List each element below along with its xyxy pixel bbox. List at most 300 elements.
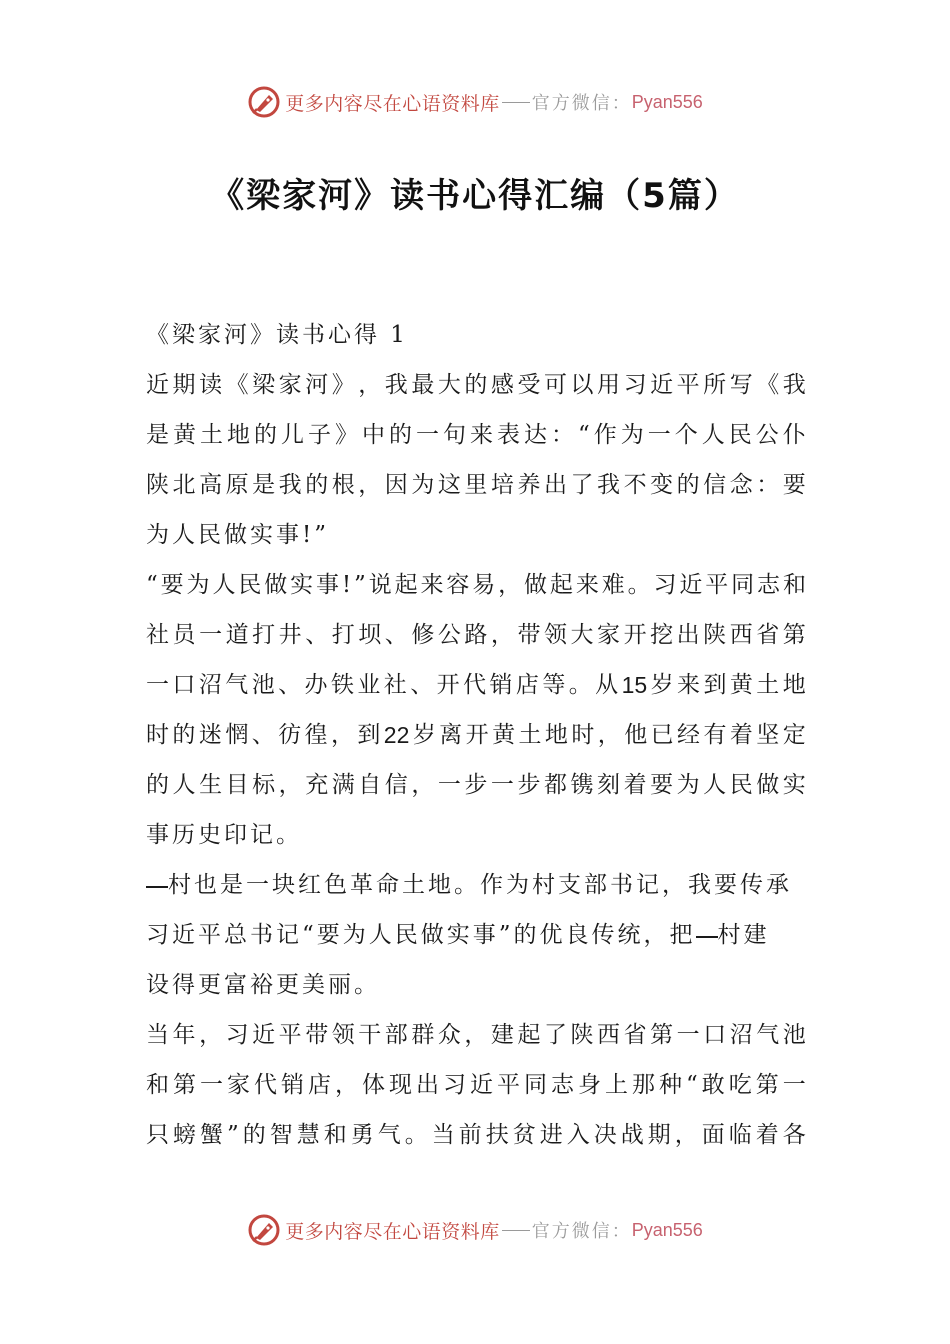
glyph: 岁 [412,722,436,748]
text-line [146,360,806,410]
glyph: 读 [199,372,223,398]
glyph: 》 [335,422,358,448]
glyph: 现 [389,1072,412,1098]
glyph: 说 [368,572,392,598]
glyph: 达 [524,422,547,448]
glyph: 建 [490,1022,514,1048]
glyph: 、 [278,672,302,698]
glyph: 扶 [485,1122,509,1148]
text-line [146,1010,806,1060]
glyph: 刻 [597,772,621,798]
header-watermark [0,82,950,122]
glyph: 智 [269,1122,293,1148]
glyph: 代 [254,1072,277,1098]
glyph: 易 [472,572,496,598]
glyph: ， [358,372,382,398]
glyph: 可 [543,372,567,398]
glyph: 第 [173,1072,196,1098]
fill-in-blank [146,860,168,888]
glyph: 出 [416,1072,439,1098]
header-wechat-id: Pyan556 [631,91,703,112]
glyph: 销 [281,1072,304,1098]
glyph: 道 [225,622,249,648]
glyph: 《 [756,372,780,398]
glyph: 蟹 [200,1122,223,1148]
glyph: 进 [539,1122,563,1148]
glyph: 习 [225,1022,249,1048]
glyph: 众 [437,1022,461,1048]
glyph: 北 [172,472,196,498]
glyph: 到 [703,672,727,698]
glyph: 一 [647,422,671,448]
glyph: 社 [383,672,407,698]
glyph: 地 [544,722,568,748]
glyph: 儿 [281,422,304,448]
glyph: ” [227,1122,239,1148]
glyph: 我 [278,472,302,498]
glyph: 西 [729,622,753,648]
glyph: 的 [172,722,196,748]
glyph: 的 [676,472,700,498]
glyph: 等 [542,672,566,698]
glyph: 第 [650,1022,674,1048]
glyph: 以 [570,372,594,398]
glyph: 到 [357,722,381,748]
glyph: 我 [597,472,621,498]
glyph: 领 [331,1022,355,1048]
glyph: 土 [756,672,780,698]
glyph: ” [354,572,366,598]
glyph: 经 [677,722,701,748]
glyph: 黄 [173,422,196,448]
glyph: 的 [305,472,329,498]
text-line [146,760,806,810]
glyph: 带 [305,1022,329,1048]
glyph: 省 [756,622,780,648]
header-brand-text: 更多内容尽在心语资料库 [285,92,500,115]
glyph: 着 [729,722,753,748]
glyph: 气 [225,672,249,698]
glyph: ， [464,1022,488,1048]
glyph: 要 [782,472,806,498]
glyph: 惘 [225,722,249,748]
glyph: 满 [331,772,355,798]
text-segment: 习近平总书记“要为人民做实事”的优良传统，把 [146,922,696,948]
glyph: 群 [411,1022,435,1048]
glyph: 一 [437,772,461,798]
glyph: 地 [782,672,806,698]
glyph: 培 [490,472,514,498]
glyph: 从 [595,672,619,698]
glyph: 带 [517,622,541,648]
glyph: 这 [437,472,461,498]
glyph: 家 [227,1072,250,1098]
glyph: ! [341,572,352,598]
glyph: 离 [439,722,463,748]
glyph: 黄 [492,722,516,748]
glyph: “ [686,1072,698,1098]
glyph: 因 [384,472,408,498]
glyph: 来 [470,422,493,448]
glyph: 根 [331,472,355,498]
glyph: 都 [543,772,567,798]
glyph: 写 [729,372,753,398]
glyph: 个 [674,422,698,448]
paragraph-1 [146,360,806,560]
glyph: 标 [252,772,276,798]
glyph: 身 [578,1072,601,1098]
glyph: 为 [676,772,700,798]
glyph: ， [490,622,514,648]
glyph: 里 [464,472,488,498]
glyph: 变 [650,472,674,498]
glyph: 体 [362,1072,385,1098]
footer-watermark [0,1210,950,1250]
pen-nib-logo-icon [247,1213,281,1247]
glyph: ， [674,1122,698,1148]
glyph: 坝 [358,622,382,648]
glyph: 。 [627,572,651,598]
glyph: 念 [729,472,753,498]
glyph: 镌 [570,772,594,798]
glyph: 仆 [782,422,806,448]
glyph: 中 [362,422,385,448]
glyph: 出 [543,472,567,498]
glyph: 15 [621,672,648,698]
glyph: 和 [146,1072,169,1098]
glyph: 做 [756,772,780,798]
glyph: ， [358,472,382,498]
page-title: 《梁家河》读书心得汇编（5篇） [210,176,740,216]
glyph: 起 [549,572,573,598]
glyph: 平 [705,572,729,598]
glyph: 来 [575,572,599,598]
glyph: 社 [146,622,169,648]
glyph: 黄 [729,672,753,698]
glyph: 起 [517,1022,541,1048]
glyph: 第 [755,1072,779,1098]
glyph: 习 [623,372,647,398]
fill-in-blank [696,910,718,938]
glyph: 步 [464,772,488,798]
glyph: 店 [515,672,539,698]
glyph: 气 [756,1022,780,1048]
glyph: 是 [252,472,276,498]
glyph: 那 [632,1072,655,1098]
glyph: 部 [384,1022,408,1048]
footer-sub-text: 官方微信： [531,1221,632,1242]
glyph: 了 [543,1022,567,1048]
glyph: 地 [227,422,250,448]
glyph: 干 [358,1022,382,1048]
glyph: ， [411,772,435,798]
glyph: 表 [497,422,520,448]
glyph: 西 [597,1022,621,1048]
glyph: 着 [623,772,647,798]
glyph: “ [146,572,158,598]
glyph: 平 [497,1072,520,1098]
glyph: 口 [703,1022,727,1048]
glyph: ， [335,1072,358,1098]
glyph: 我 [782,372,806,398]
glyph: 口 [172,672,196,698]
glyph: 有 [703,722,727,748]
text-line [146,1060,806,1110]
text-line [146,660,806,710]
glyph: 大 [437,372,461,398]
glyph: 勇 [350,1122,374,1148]
glyph: 一 [146,672,169,698]
glyph: 各 [782,1122,806,1148]
glyph: 民 [728,422,752,448]
glyph: 不 [623,472,647,498]
glyph: 难 [601,572,625,598]
glyph: 和 [323,1122,347,1148]
glyph: 沼 [729,1022,753,1048]
text-line [146,910,806,960]
glyph: 螃 [173,1122,196,1148]
glyph: 员 [172,622,196,648]
glyph: 一 [200,1072,223,1098]
glyph: 期 [172,372,196,398]
glyph: 陕 [703,622,727,648]
paragraph-2 [146,560,806,860]
glyph: 句 [443,422,466,448]
glyph: 前 [458,1122,482,1148]
glyph: 平 [676,372,700,398]
glyph: 开 [436,672,460,698]
glyph: 作 [593,422,617,448]
glyph: 修 [411,622,435,648]
text-line [146,460,806,510]
glyph: 近 [146,372,169,398]
glyph: 为 [620,422,644,448]
glyph: 时 [146,722,169,748]
glyph: 的 [464,372,488,398]
glyph: 感 [490,372,514,398]
glyph: 志 [551,1072,574,1098]
document-body [146,310,806,1160]
glyph: 起 [394,572,418,598]
glyph: 办 [304,672,328,698]
glyph: 一 [199,622,223,648]
glyph: 种 [659,1072,682,1098]
glyph: 人 [701,422,725,448]
glyph: 公 [755,422,779,448]
glyph: 土 [518,722,542,748]
glyph: 第 [782,622,806,648]
glyph: 实 [290,572,314,598]
glyph: 》 [331,372,355,398]
glyph: 近 [650,372,674,398]
glyph: 自 [358,772,382,798]
glyph: 人 [212,572,236,598]
glyph: 、 [251,722,275,748]
glyph: “ [578,422,590,448]
glyph: 出 [676,622,700,648]
glyph: 时 [571,722,595,748]
text-line [146,610,806,660]
glyph: 当 [146,1022,169,1048]
glyph: 近 [252,1022,276,1048]
glyph: 习 [653,572,677,598]
glyph: 了 [570,472,594,498]
glyph: ， [199,1022,223,1048]
header-sub-text: 官方微信： [531,93,632,114]
glyph: 临 [728,1122,752,1148]
footer-brand-text: 更多内容尽在心语资料库 [285,1220,500,1243]
glyph: 。 [404,1122,428,1148]
glyph: 为 [411,472,435,498]
glyph: 的 [146,772,169,798]
glyph: 陕 [570,1022,594,1048]
glyph: 家 [278,372,302,398]
glyph: 《 [225,372,249,398]
glyph: 为 [186,572,210,598]
glyph: 信 [703,472,727,498]
glyph: 用 [597,372,621,398]
glyph: 彷 [278,722,302,748]
glyph: 高 [199,472,223,498]
glyph: 充 [305,772,329,798]
glyph: 领 [543,622,567,648]
glyph: 战 [620,1122,644,1148]
glyph: 22 [383,722,410,748]
glyph: 的 [389,422,412,448]
glyph: 来 [420,572,444,598]
glyph: 一 [782,1072,806,1098]
glyph: 实 [782,772,806,798]
glyph: ， [597,722,621,748]
glyph: 一 [490,772,514,798]
text-line [146,560,806,610]
glyph: 已 [650,722,674,748]
glyph: 人 [703,772,727,798]
glyph: 和 [782,572,806,598]
section-heading: 《梁家河》读书心得 1 [146,322,408,348]
glyph: 、 [384,622,408,648]
glyph: ， [498,572,522,598]
glyph: 土 [200,422,223,448]
footer-divider [502,1230,530,1231]
glyph: ： [551,422,574,448]
glyph: 吃 [728,1072,752,1098]
glyph: 一 [676,1022,700,1048]
glyph: 入 [566,1122,590,1148]
glyph: 打 [331,622,355,648]
paragraph-4 [146,1010,806,1160]
glyph: 养 [517,472,541,498]
glyph: 销 [489,672,513,698]
glyph: 挖 [650,622,674,648]
glyph: 他 [624,722,648,748]
glyph: 河 [305,372,329,398]
text-line: 设得更富裕更美丽。 [146,972,380,998]
glyph: 志 [757,572,781,598]
glyph: 徨 [304,722,328,748]
glyph: 开 [623,622,647,648]
glyph: 民 [729,772,753,798]
glyph: 敢 [701,1072,725,1098]
glyph: 贫 [512,1122,536,1148]
glyph: 铁 [330,672,354,698]
glyph: 沼 [198,672,222,698]
glyph: 受 [517,372,541,398]
glyph: 代 [463,672,487,698]
text-line [146,710,806,760]
glyph: 。 [568,672,592,698]
paragraph-3 [146,860,806,1010]
glyph: 大 [570,622,594,648]
text-segment: 村也是一块红色革命土地。作为村支部书记，我要传承 [168,872,792,898]
glyph: 做 [264,572,288,598]
glyph: 一 [416,422,439,448]
glyph: 习 [443,1072,466,1098]
glyph: 开 [465,722,489,748]
glyph: 业 [357,672,381,698]
glyph: 省 [623,1022,647,1048]
glyph: 坚 [756,722,780,748]
text-line [146,410,806,460]
glyph: 当 [431,1122,455,1148]
glyph: 人 [172,772,196,798]
glyph: 来 [677,672,701,698]
glyph: 岁 [650,672,674,698]
text-line: 事历史印记。 [146,822,302,848]
glyph: 我 [384,372,408,398]
glyph: 、 [305,622,329,648]
glyph: 子 [308,422,331,448]
glyph: 着 [755,1122,779,1148]
glyph: 平 [278,1022,302,1048]
header-divider [502,102,530,103]
glyph: 的 [242,1122,266,1148]
glyph: 同 [524,1072,547,1098]
glyph: 事 [316,572,339,598]
glyph: 陕 [146,472,169,498]
glyph: 生 [199,772,223,798]
glyph: ， [330,722,354,748]
glyph: 原 [225,472,249,498]
glyph: 店 [308,1072,331,1098]
glyph: 的 [254,422,277,448]
glyph: 所 [703,372,727,398]
glyph: 要 [650,772,674,798]
text-line [146,860,806,910]
text-segment: 村建 [717,922,770,948]
glyph: 路 [464,622,488,648]
glyph: 容 [446,572,470,598]
glyph: 年 [172,1022,196,1048]
glyph: 慧 [296,1122,320,1148]
glyph: 期 [647,1122,671,1148]
glyph: 民 [238,572,262,598]
text-line: 为人民做实事!” [146,522,330,548]
glyph: 做 [524,572,548,598]
footer-wechat-id: Pyan556 [631,1219,703,1240]
glyph: 要 [160,572,184,598]
glyph: 、 [410,672,434,698]
glyph: 近 [679,572,703,598]
glyph: 决 [593,1122,617,1148]
glyph: 定 [782,722,806,748]
glyph: 最 [411,372,435,398]
glyph: ： [756,472,780,498]
glyph: 目 [225,772,249,798]
glyph: ， [278,772,302,798]
glyph: 气 [377,1122,401,1148]
glyph: 打 [252,622,276,648]
